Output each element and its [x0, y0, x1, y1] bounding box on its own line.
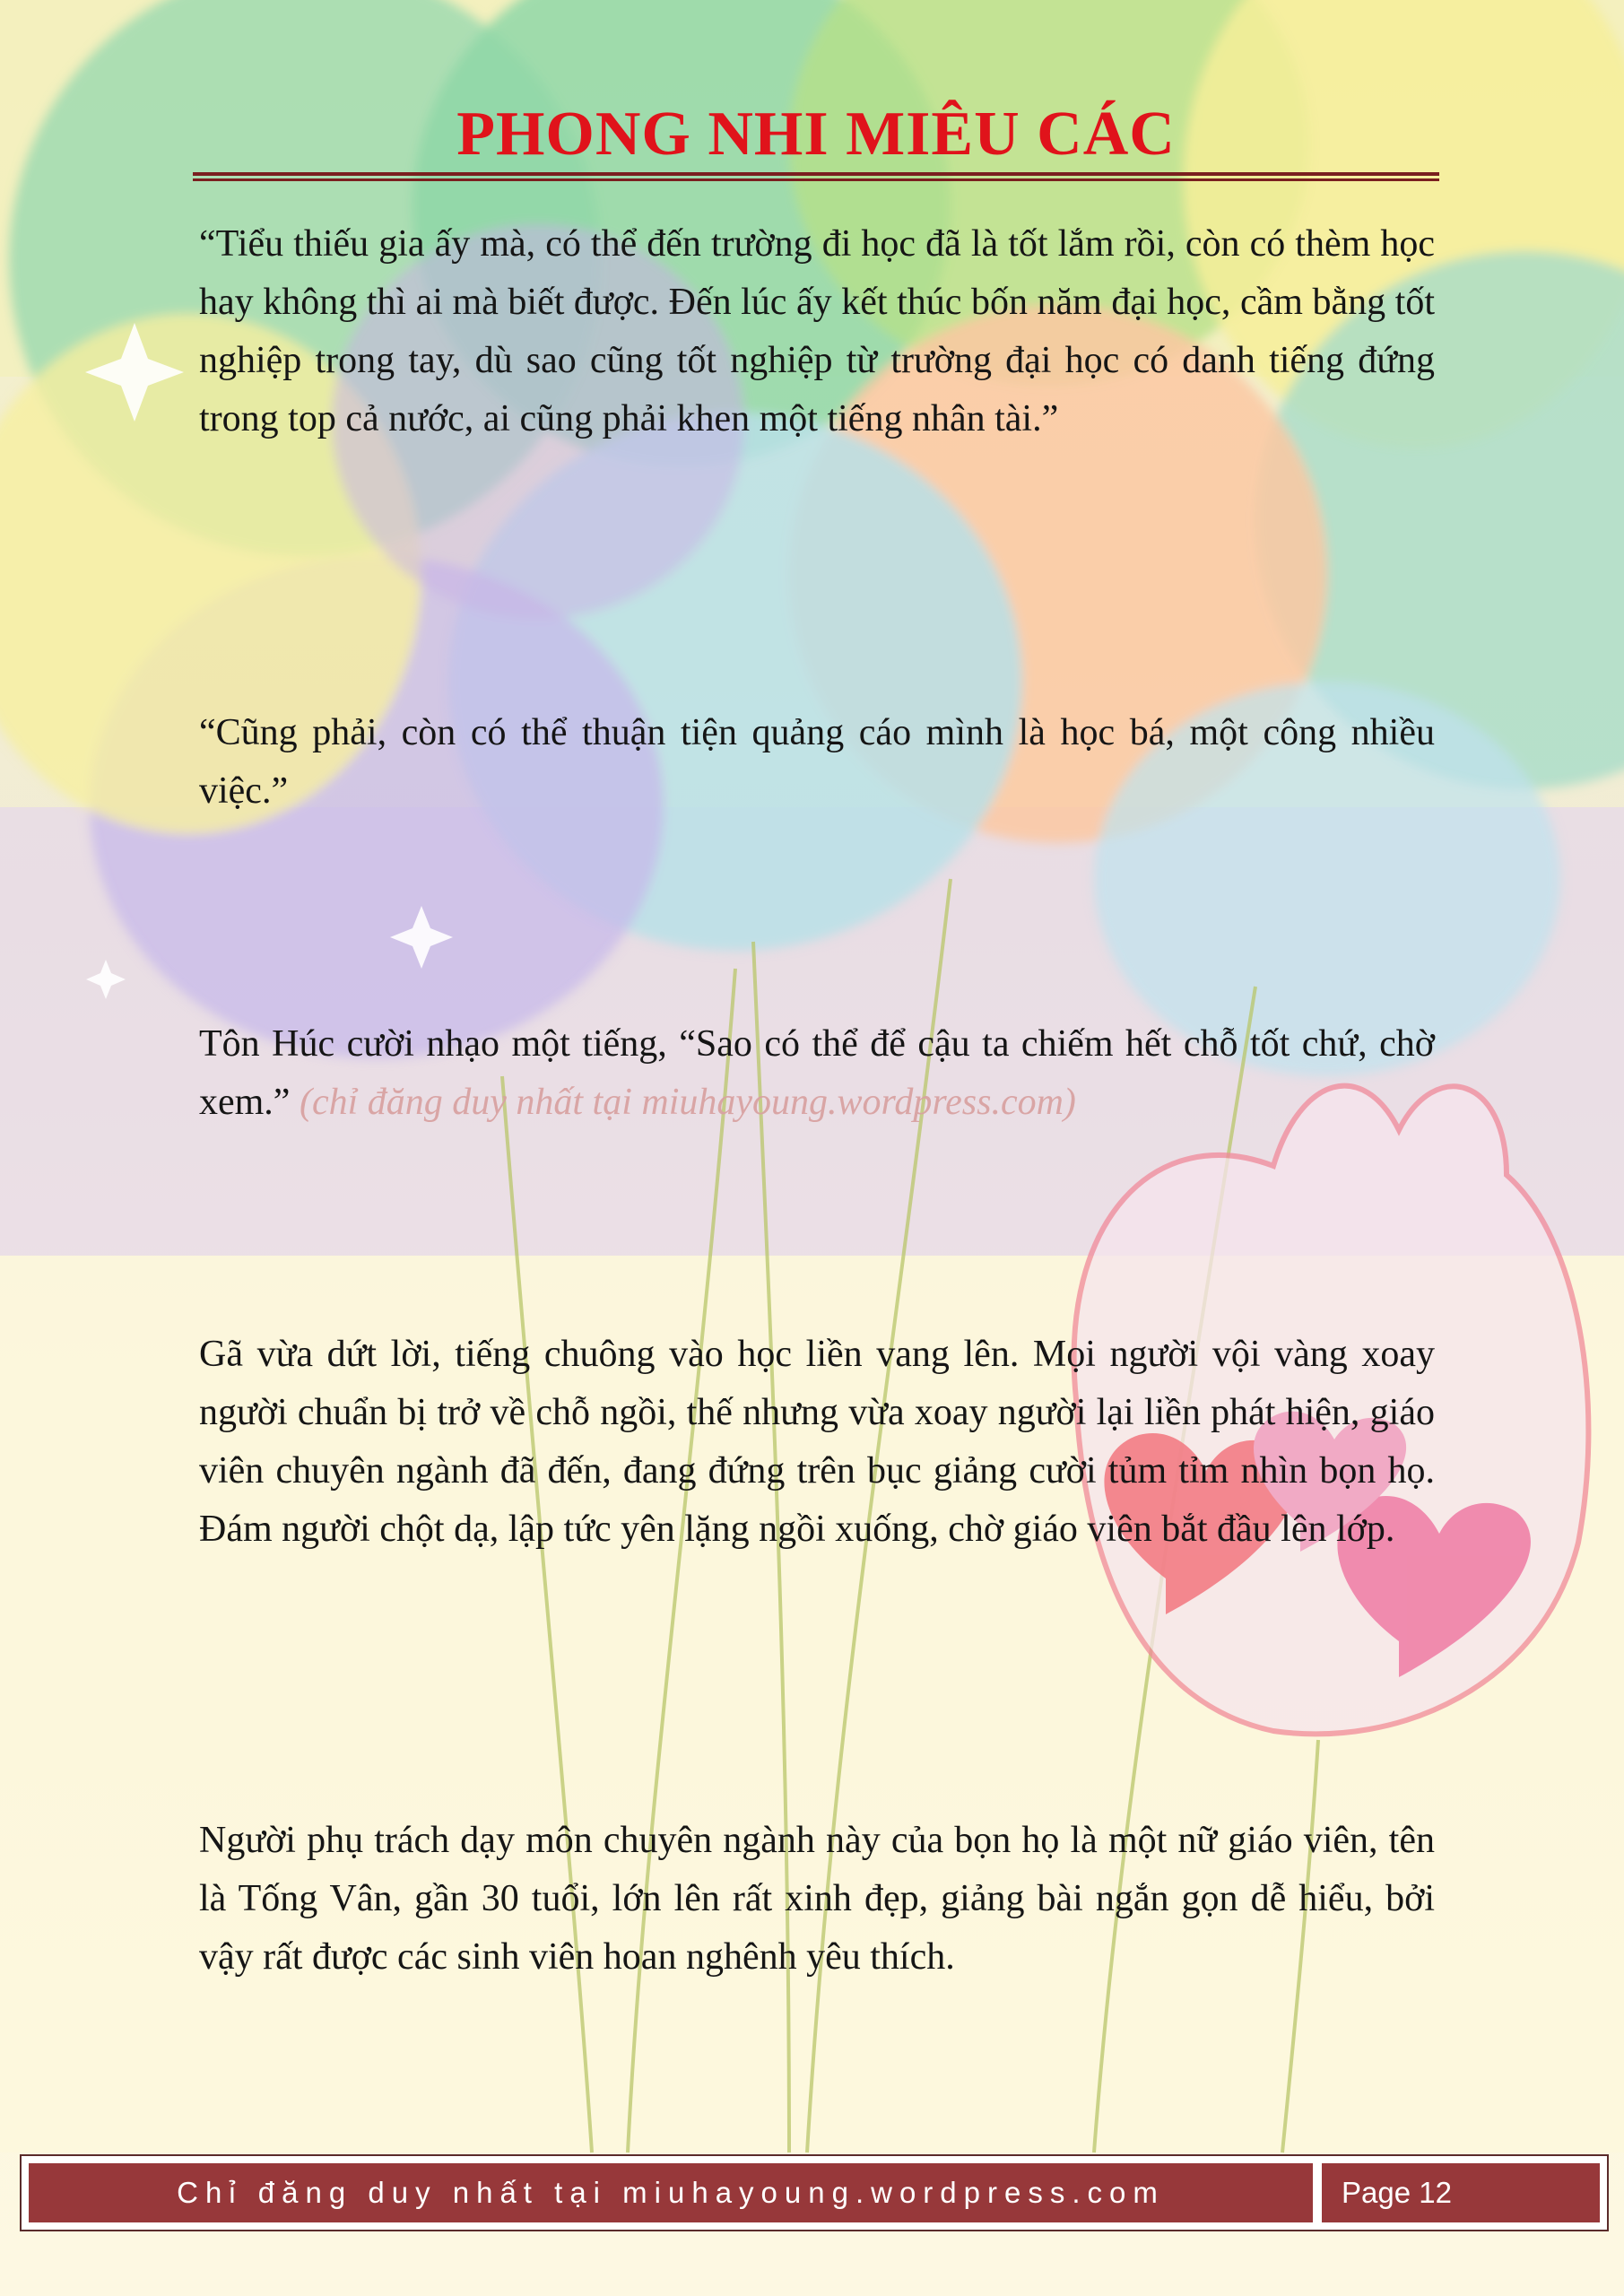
- page-header-title: PHONG NHI MIÊU CÁC: [456, 100, 1176, 169]
- watermark-text: (chỉ đăng duy nhất tại miuhayoung.wordpress.com): [299, 1082, 1076, 1123]
- footer-source-text: Chỉ đăng duy nhất tại miuhayoung.wordpress.com: [29, 2163, 1313, 2222]
- paragraph-2: “Cũng phải, còn có thể thuận tiện quảng cáo mình là học bá, một công nhiều việc.”: [199, 712, 1435, 812]
- header-divider: [193, 172, 1439, 176]
- footer-page-number: Page 12: [1322, 2163, 1600, 2222]
- paragraph-3: [199, 1015, 1435, 1132]
- paragraph-5: Người phụ trách dạy môn chuyên ngành này của bọn họ là một nữ giáo viên, tên là Tống Vân, gần 30 tuổi, lớn lên rất xinh đẹp, giảng bài ngắn gọn dễ hiểu, bởi vậy rất được các sinh viên hoan nghênh yêu thích.: [199, 1820, 1435, 1978]
- paragraph-1: “Tiểu thiếu gia ấy mà, có thể đến trường đi học đã là tốt lắm rồi, còn có thèm học hay không thì ai mà biết được. Đến lúc ấy kết thúc bốn năm đại học, cầm bằng tốt nghiệp trong tay, dù sao cũng tốt nghiệp từ trường đại học có danh tiếng đứng trong top cả nước, ai cũng phải khen một tiếng nhân tài.”: [199, 223, 1435, 439]
- header-divider-thin: [193, 178, 1439, 181]
- paragraph-4: Gã vừa dứt lời, tiếng chuông vào học liền vang lên. Mọi người vội vàng xoay người chuẩn bị trở về chỗ ngồi, thế nhưng vừa xoay người lại liền phát hiện, giáo viên chuyên ngành đã đến, đang đứng trên bục giảng cười tủm tỉm nhìn bọn họ. Đám người chột dạ, lập tức yên lặng ngồi xuống, chờ giáo viên bắt đầu lên lớp.: [199, 1334, 1435, 1550]
- paragraph-3-text: Tôn Húc cười nhạo một tiếng, “Sao có thể để cậu ta chiếm hết chỗ tốt chứ, chờ xem.”: [199, 1023, 1435, 1123]
